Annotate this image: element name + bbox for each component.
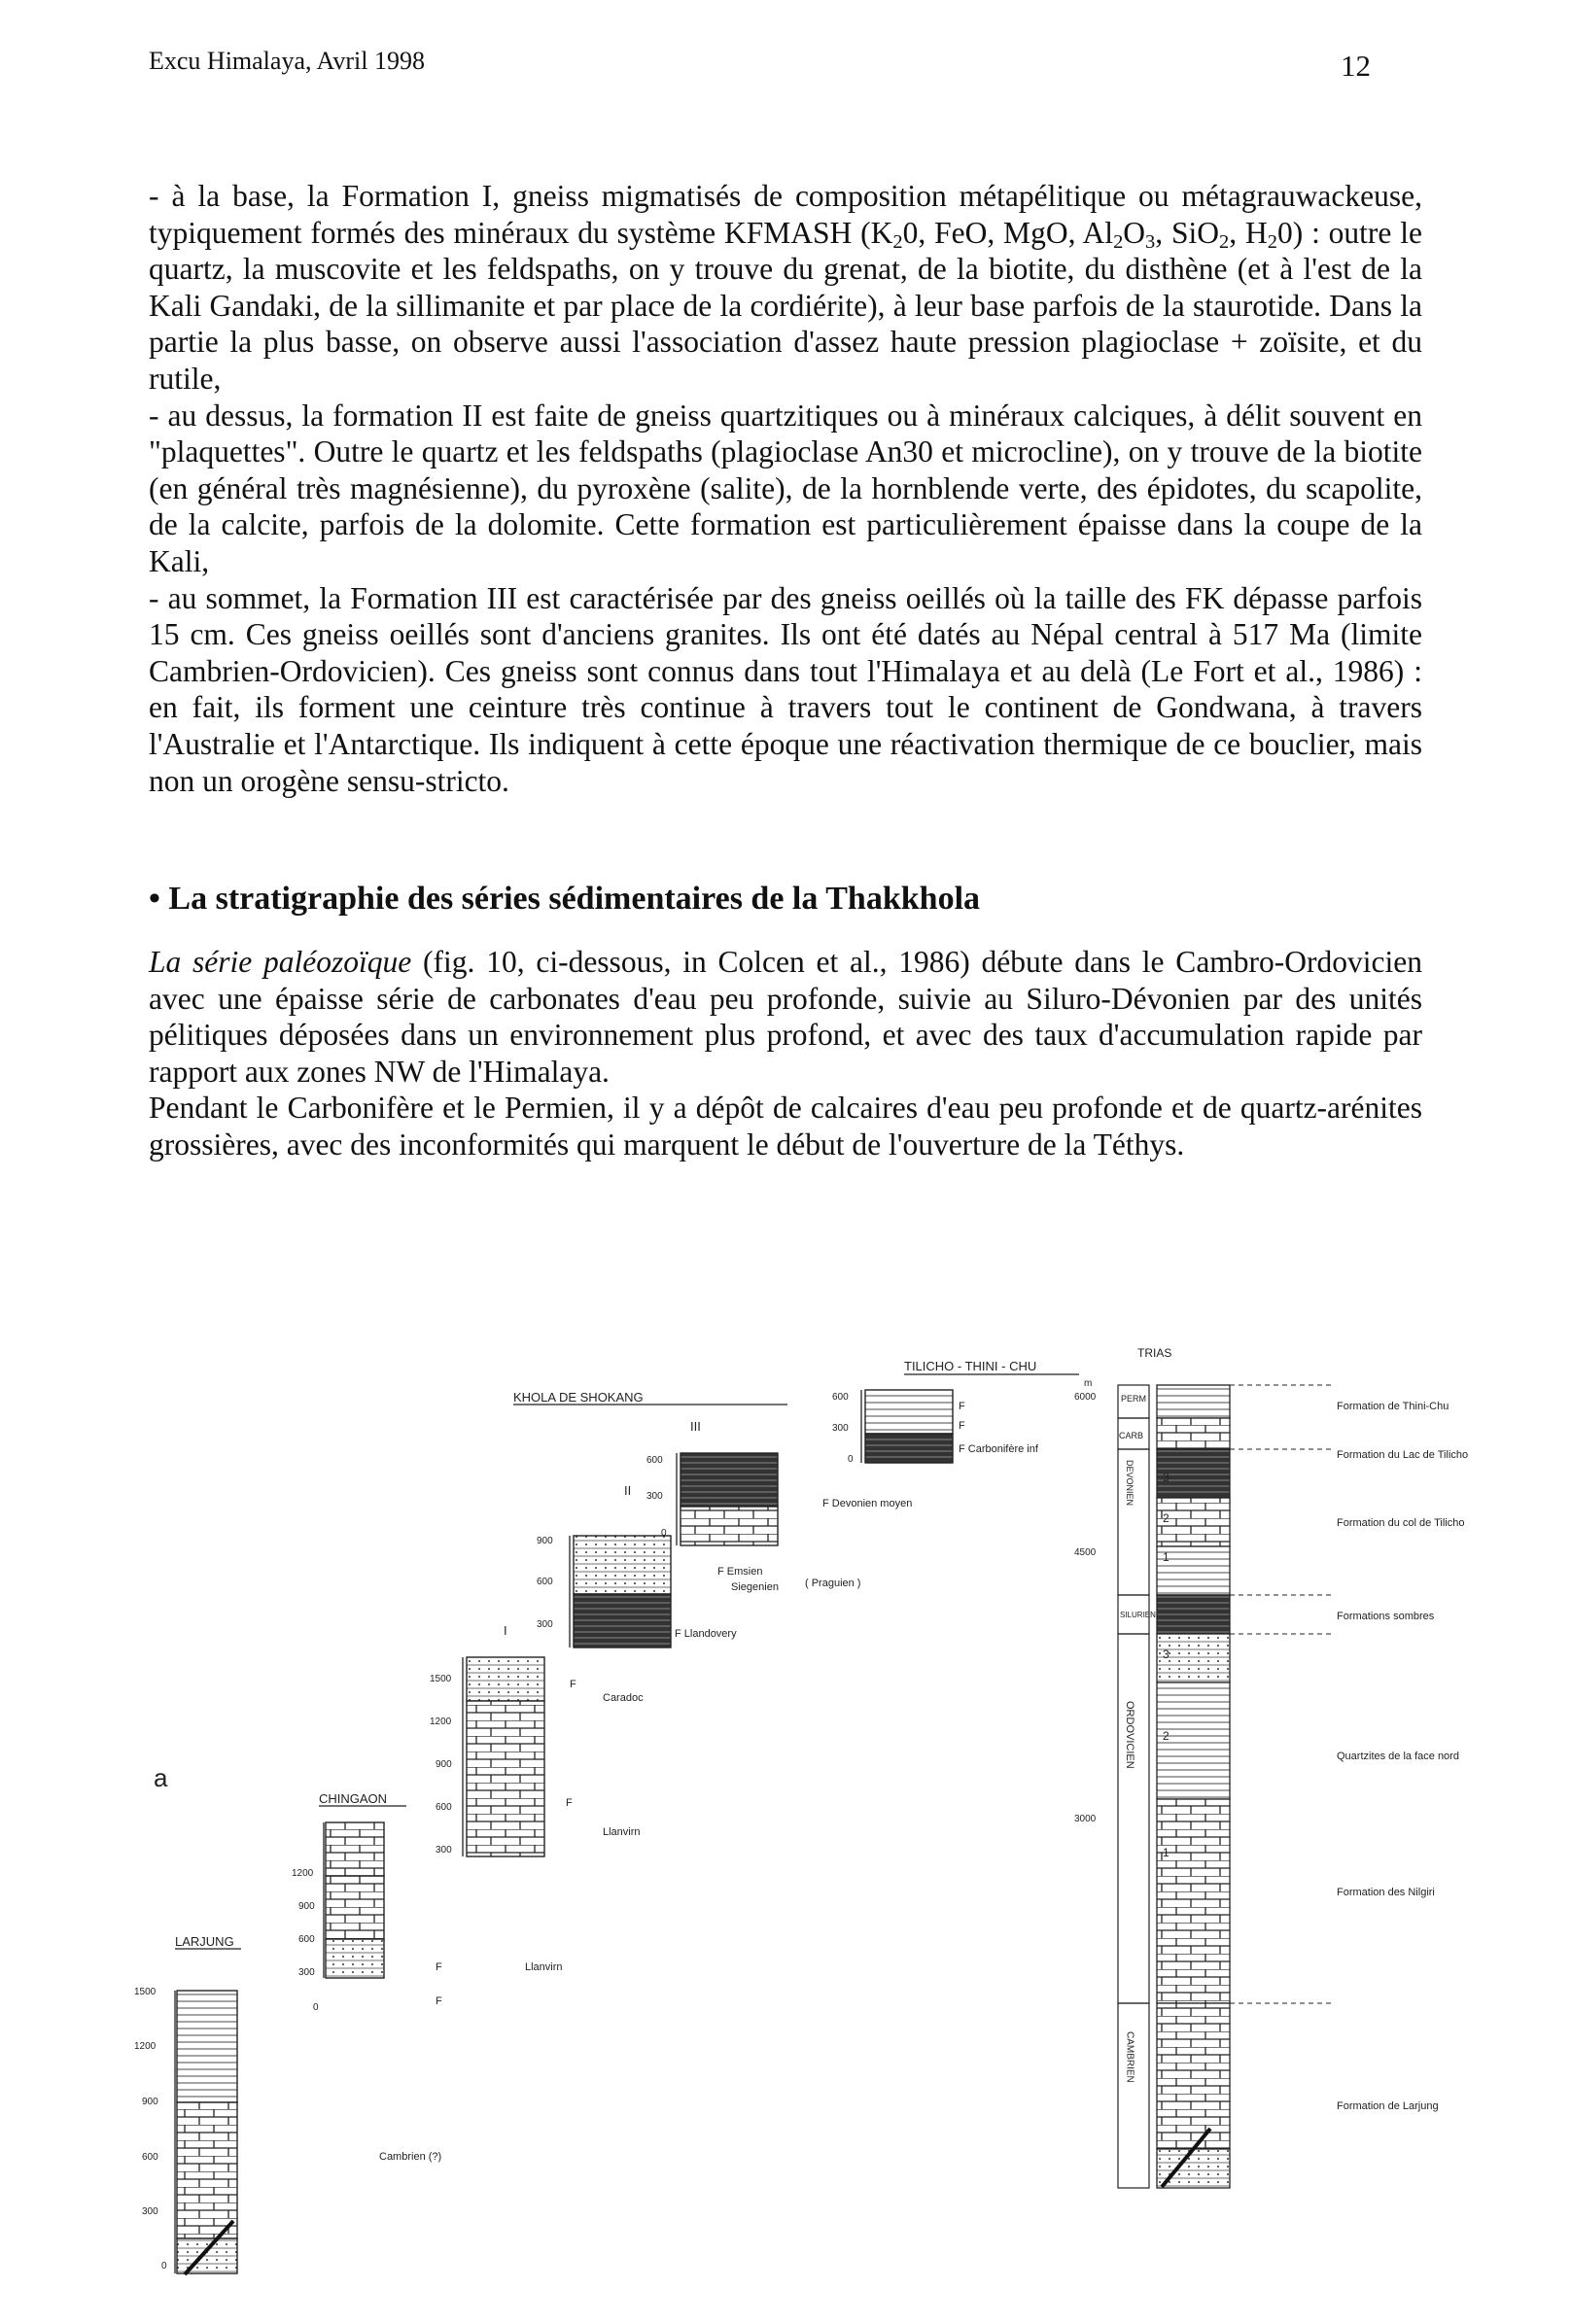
llanvirn-label-1: Llanvirn xyxy=(525,1961,563,1973)
larjung-label: LARJUNG xyxy=(175,1934,234,1949)
khola-iii-scale-0: 0 xyxy=(661,1528,667,1539)
khola-iii-scale-300: 300 xyxy=(646,1491,663,1502)
formation-nilgiri: Formation des Nilgiri xyxy=(1337,1887,1435,1898)
subscript: 3 xyxy=(1145,230,1156,253)
tilicho-label: TILICHO - THINI - CHU xyxy=(904,1359,1037,1373)
larjung-scale-600: 600 xyxy=(142,2152,158,2163)
caradoc-label: Caradoc xyxy=(603,1692,644,1704)
unit-ii-label: II xyxy=(624,1483,632,1498)
chingaon-scale-900: 900 xyxy=(298,1901,315,1912)
unit-i-label: I xyxy=(504,1623,507,1638)
khola-i-scale-900: 900 xyxy=(436,1759,452,1770)
emsien-label: F Emsien xyxy=(717,1566,763,1578)
cambrien-label: Cambrien (?) xyxy=(379,2151,442,2163)
period-devonien: DEVONIEN xyxy=(1125,1460,1135,1507)
subscript: 2 xyxy=(1267,230,1277,253)
subunit-1b: 1 xyxy=(1163,1846,1170,1859)
carbonifere-label: F Carbonifère inf xyxy=(959,1443,1038,1455)
khola-i-scale-1500: 1500 xyxy=(430,1674,452,1684)
tilicho-scale-0: 0 xyxy=(848,1454,854,1465)
paleozoic-italic: La série paléozoïque xyxy=(149,945,412,979)
tilicho-fossil-1: F xyxy=(959,1401,965,1412)
chingaon-fossil-1: F xyxy=(436,1961,442,1973)
chingaon-scale-600: 600 xyxy=(298,1934,315,1945)
chingaon-scale-1200: 1200 xyxy=(292,1868,314,1879)
caradoc-fossil: F xyxy=(570,1679,576,1690)
larjung-scale-300: 300 xyxy=(142,2206,158,2217)
trias-label: TRIAS xyxy=(1137,1346,1172,1360)
subunit-3b: 3 xyxy=(1163,1648,1170,1661)
formation-thini-chu: Formation de Thini-Chu xyxy=(1337,1401,1449,1412)
formation-i-paragraph: - à la base, la Formation I, gneiss migmatisés de composition métapélitique ou métagrauwackeuse, typiquement formés des minéraux du système KFMASH ($K_20$, FeO, MgO, $Al_2O_3$, SiO$_2$, $H_20$) : outre le quartz, la muscovite et les feldspaths, on y trouve du grenat, de la biotite, du disthène (et à l'est de la Kali Gandaki, de la sillimanite et par place de la cordiérite), à leur base parfois de la staurotide. Dans la partie la plus basse, on observe aussi l'association d'assez haute pression plagioclase + zoïsite, et du rutile, xyxy=(149,179,1422,396)
panel-letter: a xyxy=(154,1763,168,1792)
llandovery-label: F Llandovery xyxy=(675,1628,737,1640)
chingaon-scale-300: 300 xyxy=(298,1967,315,1978)
tilicho-fossil-2: F xyxy=(959,1420,965,1432)
larjung-scale-1500: 1500 xyxy=(134,1987,157,1997)
khola-label: KHOLA DE SHOKANG xyxy=(513,1390,644,1405)
right-scale-4500: 4500 xyxy=(1074,1547,1097,1558)
period-ordovicien: ORDOVICIEN xyxy=(1124,1701,1135,1769)
subunit-1a: 1 xyxy=(1163,1550,1170,1564)
unit-iii-label: III xyxy=(690,1419,701,1434)
khola-i-scale-1200: 1200 xyxy=(430,1717,452,1727)
larjung-scale-0: 0 xyxy=(161,2261,167,2272)
subunit-2a: 2 xyxy=(1163,1511,1170,1525)
stratigraphic-figure xyxy=(134,1332,1469,2304)
paleozoic-paragraph xyxy=(149,944,1422,1163)
period-silurien: SILURIEN xyxy=(1120,1611,1156,1619)
khola-i-scale-600: 600 xyxy=(436,1802,452,1813)
formation-quartzites: Quartzites de la face nord xyxy=(1337,1751,1459,1762)
chingaon-label: CHINGAON xyxy=(319,1791,388,1806)
subunit-3a: 3 xyxy=(1163,1471,1170,1484)
period-carb: CARB xyxy=(1119,1431,1144,1440)
formation-paragraph xyxy=(149,178,1422,799)
larjung-scale-1200: 1200 xyxy=(134,2041,157,2052)
formation-lac-tilicho: Formation du Lac de Tilicho xyxy=(1337,1449,1469,1461)
llanvirn-fossil: F xyxy=(566,1797,573,1809)
formation-sombres: Formations sombres xyxy=(1337,1611,1435,1622)
formation-iii-paragraph: - au sommet, la Formation III est caractérisée par des gneiss oeillés où la taille des FK dépasse parfois 15 cm. Ces gneiss oeillés sont d'anciens granites. Ils ont été datés au Népal central à 517 Ma (limite Cambrien-Ordovicien). Ces gneiss sont connus dans tout l'Himalaya et au delà (Le Fort et al., 1986) : en fait, ils forment une ceinture très continue à travers tout le continent de Gondwana, à travers l'Australie et l'Antarctique. Ils indiquent à cette époque une réactivation thermique de ce bouclier, mais non un orogène sensu-stricto. xyxy=(149,580,1422,798)
khola-iii-scale-600: 600 xyxy=(646,1455,663,1466)
praguien-label: ( Praguien ) xyxy=(805,1578,861,1589)
khola-i-scale-300: 300 xyxy=(436,1845,452,1856)
subscript: 2 xyxy=(1113,230,1124,253)
subscript: 2 xyxy=(1219,230,1230,253)
chingaon-fossil-2: F xyxy=(436,1995,442,2007)
llanvirn-label-2: Llanvirn xyxy=(603,1826,641,1838)
carboniferous-text: Pendant le Carbonifère et le Permien, il y a dépôt de calcaires d'eau peu profonde et de quartz-arénites grossières, avec des inconformités qui marquent le début de l'ouverture de la Téthys. xyxy=(149,1091,1422,1162)
right-scale-3000: 3000 xyxy=(1074,1814,1097,1824)
stratigraphic-columns-svg xyxy=(134,1332,1469,2304)
chingaon-scale-0: 0 xyxy=(313,2002,319,2013)
right-scale-unit: m xyxy=(1084,1378,1093,1389)
siegenien-label: Siegenien xyxy=(731,1581,779,1593)
right-scale-6000: 6000 xyxy=(1074,1392,1097,1403)
period-perm: PERM xyxy=(1121,1394,1147,1404)
khola-ii-scale-900: 900 xyxy=(537,1536,553,1546)
larjung-scale-900: 900 xyxy=(142,2097,158,2107)
paleozoic-text xyxy=(149,944,1422,1090)
subunit-2b: 2 xyxy=(1163,1729,1170,1743)
formation-ii-paragraph: - au dessus, la formation II est faite de gneiss quartzitiques ou à minéraux calciques, à délit souvent en "plaquettes". Outre le quartz et les feldspaths (plagioclase An30 et microcline), on y trouve de la biotite (en général très magnésienne), du pyroxène (salite), de la hornblende verte, des épidotes, du scapolite, de la calcite, parfois de la dolomite. Cette formation est particulièrement épaisse dans la coupe de la Kali, xyxy=(149,398,1422,578)
tilicho-scale-300: 300 xyxy=(832,1423,849,1434)
period-cambrien: CAMBRIEN xyxy=(1124,2031,1135,2083)
khola-ii-scale-300: 300 xyxy=(537,1619,553,1630)
paleozoic-rest: (fig. 10, ci-dessous, in Colcen et al., 1986) débute dans le Cambro-Ordovicien avec une épaisse série de carbonates d'eau peu profonde, suivie au Siluro-Dévonien par des unités pélitiques déposées dans un environnement plus profond, et avec des taux d'accumulation rapide par rapport aux zones NW de l'Himalaya. xyxy=(149,945,1422,1089)
running-header: Excu Himalaya, Avril 1998 xyxy=(149,47,426,75)
tilicho-scale-600: 600 xyxy=(832,1392,849,1403)
subscript: 2 xyxy=(892,230,903,253)
page-number: 12 xyxy=(1341,49,1371,83)
section-heading: • La stratigraphie des séries sédimentaires de la Thakkhola xyxy=(149,881,981,917)
formation-col-tilicho: Formation du col de Tilicho xyxy=(1337,1517,1465,1529)
formation-larjung: Formation de Larjung xyxy=(1337,2100,1439,2112)
devonien-moyen-label: F Devonien moyen xyxy=(822,1498,913,1509)
khola-ii-scale-600: 600 xyxy=(537,1577,553,1587)
